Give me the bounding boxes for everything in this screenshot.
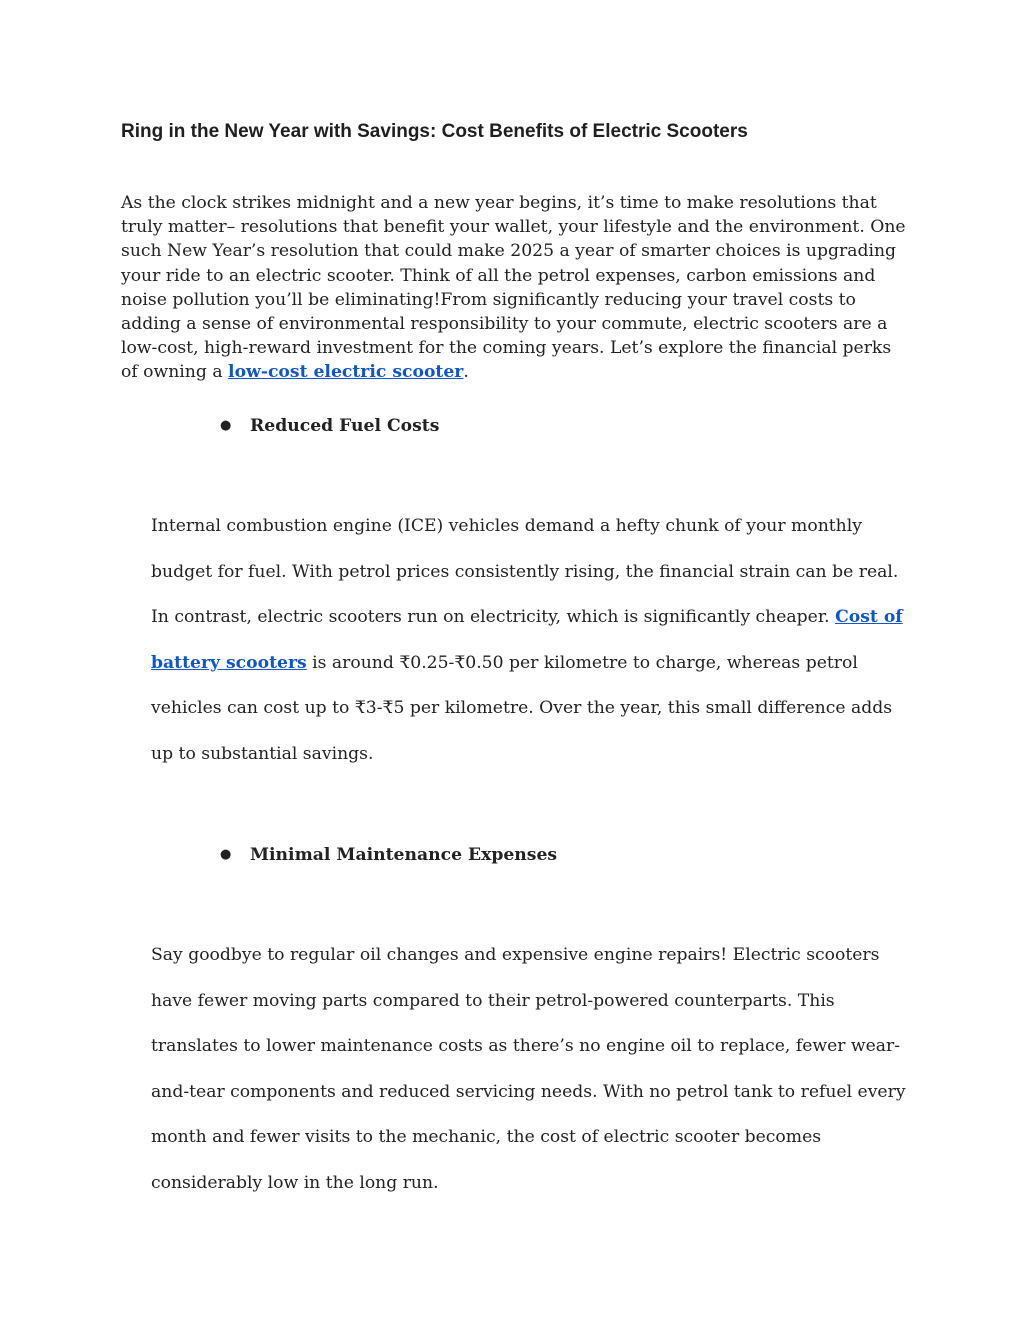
maintenance-paragraph: Say goodbye to regular oil changes and expensive engine repairs! Electric scooters have fewer moving parts compared to their petrol-powered counterparts. This translates to lower maintenance costs as there’s no engine oil to replace, fewer wear-and-tear components and reduced servicing needs. With no petrol tank to refuel every month and fewer visits to the mechanic, the cost of electric scooter becomes considerably low in the long run. xyxy=(151,945,906,1193)
intro-text: As the clock strikes midnight and a new year begins, it’s time to make resolutions that truly matter– resolutions that benefit your wallet, your lifestyle and the environment. One such New Year’s resolution that could make 2025 a year of smarter choices is upgrading your ride to an electric scooter. Think of all the petrol expenses, carbon emissions and noise pollution you’ll be eliminating!From significantly reducing your travel costs to adding a sense of environmental responsibility to your commute, electric scooters are a low-cost, high-reward investment for the coming years. Let’s explore the financial perks of owning a xyxy=(121,193,906,383)
section-heading-text: Reduced Fuel Costs xyxy=(250,416,440,436)
bullet-icon: ● xyxy=(220,418,232,433)
intro-text-end: . xyxy=(463,362,469,383)
page-title: Ring in the New Year with Savings: Cost Benefits of Electric Scooters xyxy=(121,121,748,142)
section-heading-text: Minimal Maintenance Expenses xyxy=(250,845,558,865)
cost-of-battery-scooters-link[interactable]: Cost of battery scooters xyxy=(151,607,903,673)
fuel-costs-paragraph xyxy=(151,504,911,778)
bullet-icon: ● xyxy=(220,847,232,862)
fuel-costs-text: Internal combustion engine (ICE) vehicles demand a hefty chunk of your monthly budget for fuel. With petrol prices consistently rising, the financial strain can be real. In contrast, electric scooters run on electricity, which is significantly cheaper. xyxy=(151,516,899,628)
section-heading-fuel xyxy=(220,414,439,438)
section-heading-maintenance xyxy=(220,843,557,867)
low-cost-electric-scooter-link[interactable]: low-cost electric scooter xyxy=(228,362,464,383)
fuel-costs-text-end: is around ₹0.25-₹0.50 per kilometre to charge, whereas petrol vehicles can cost up to ₹3-₹5 per kilometre. Over the year, this small difference adds up to substantial savings. xyxy=(151,652,893,764)
intro-paragraph xyxy=(121,191,911,385)
